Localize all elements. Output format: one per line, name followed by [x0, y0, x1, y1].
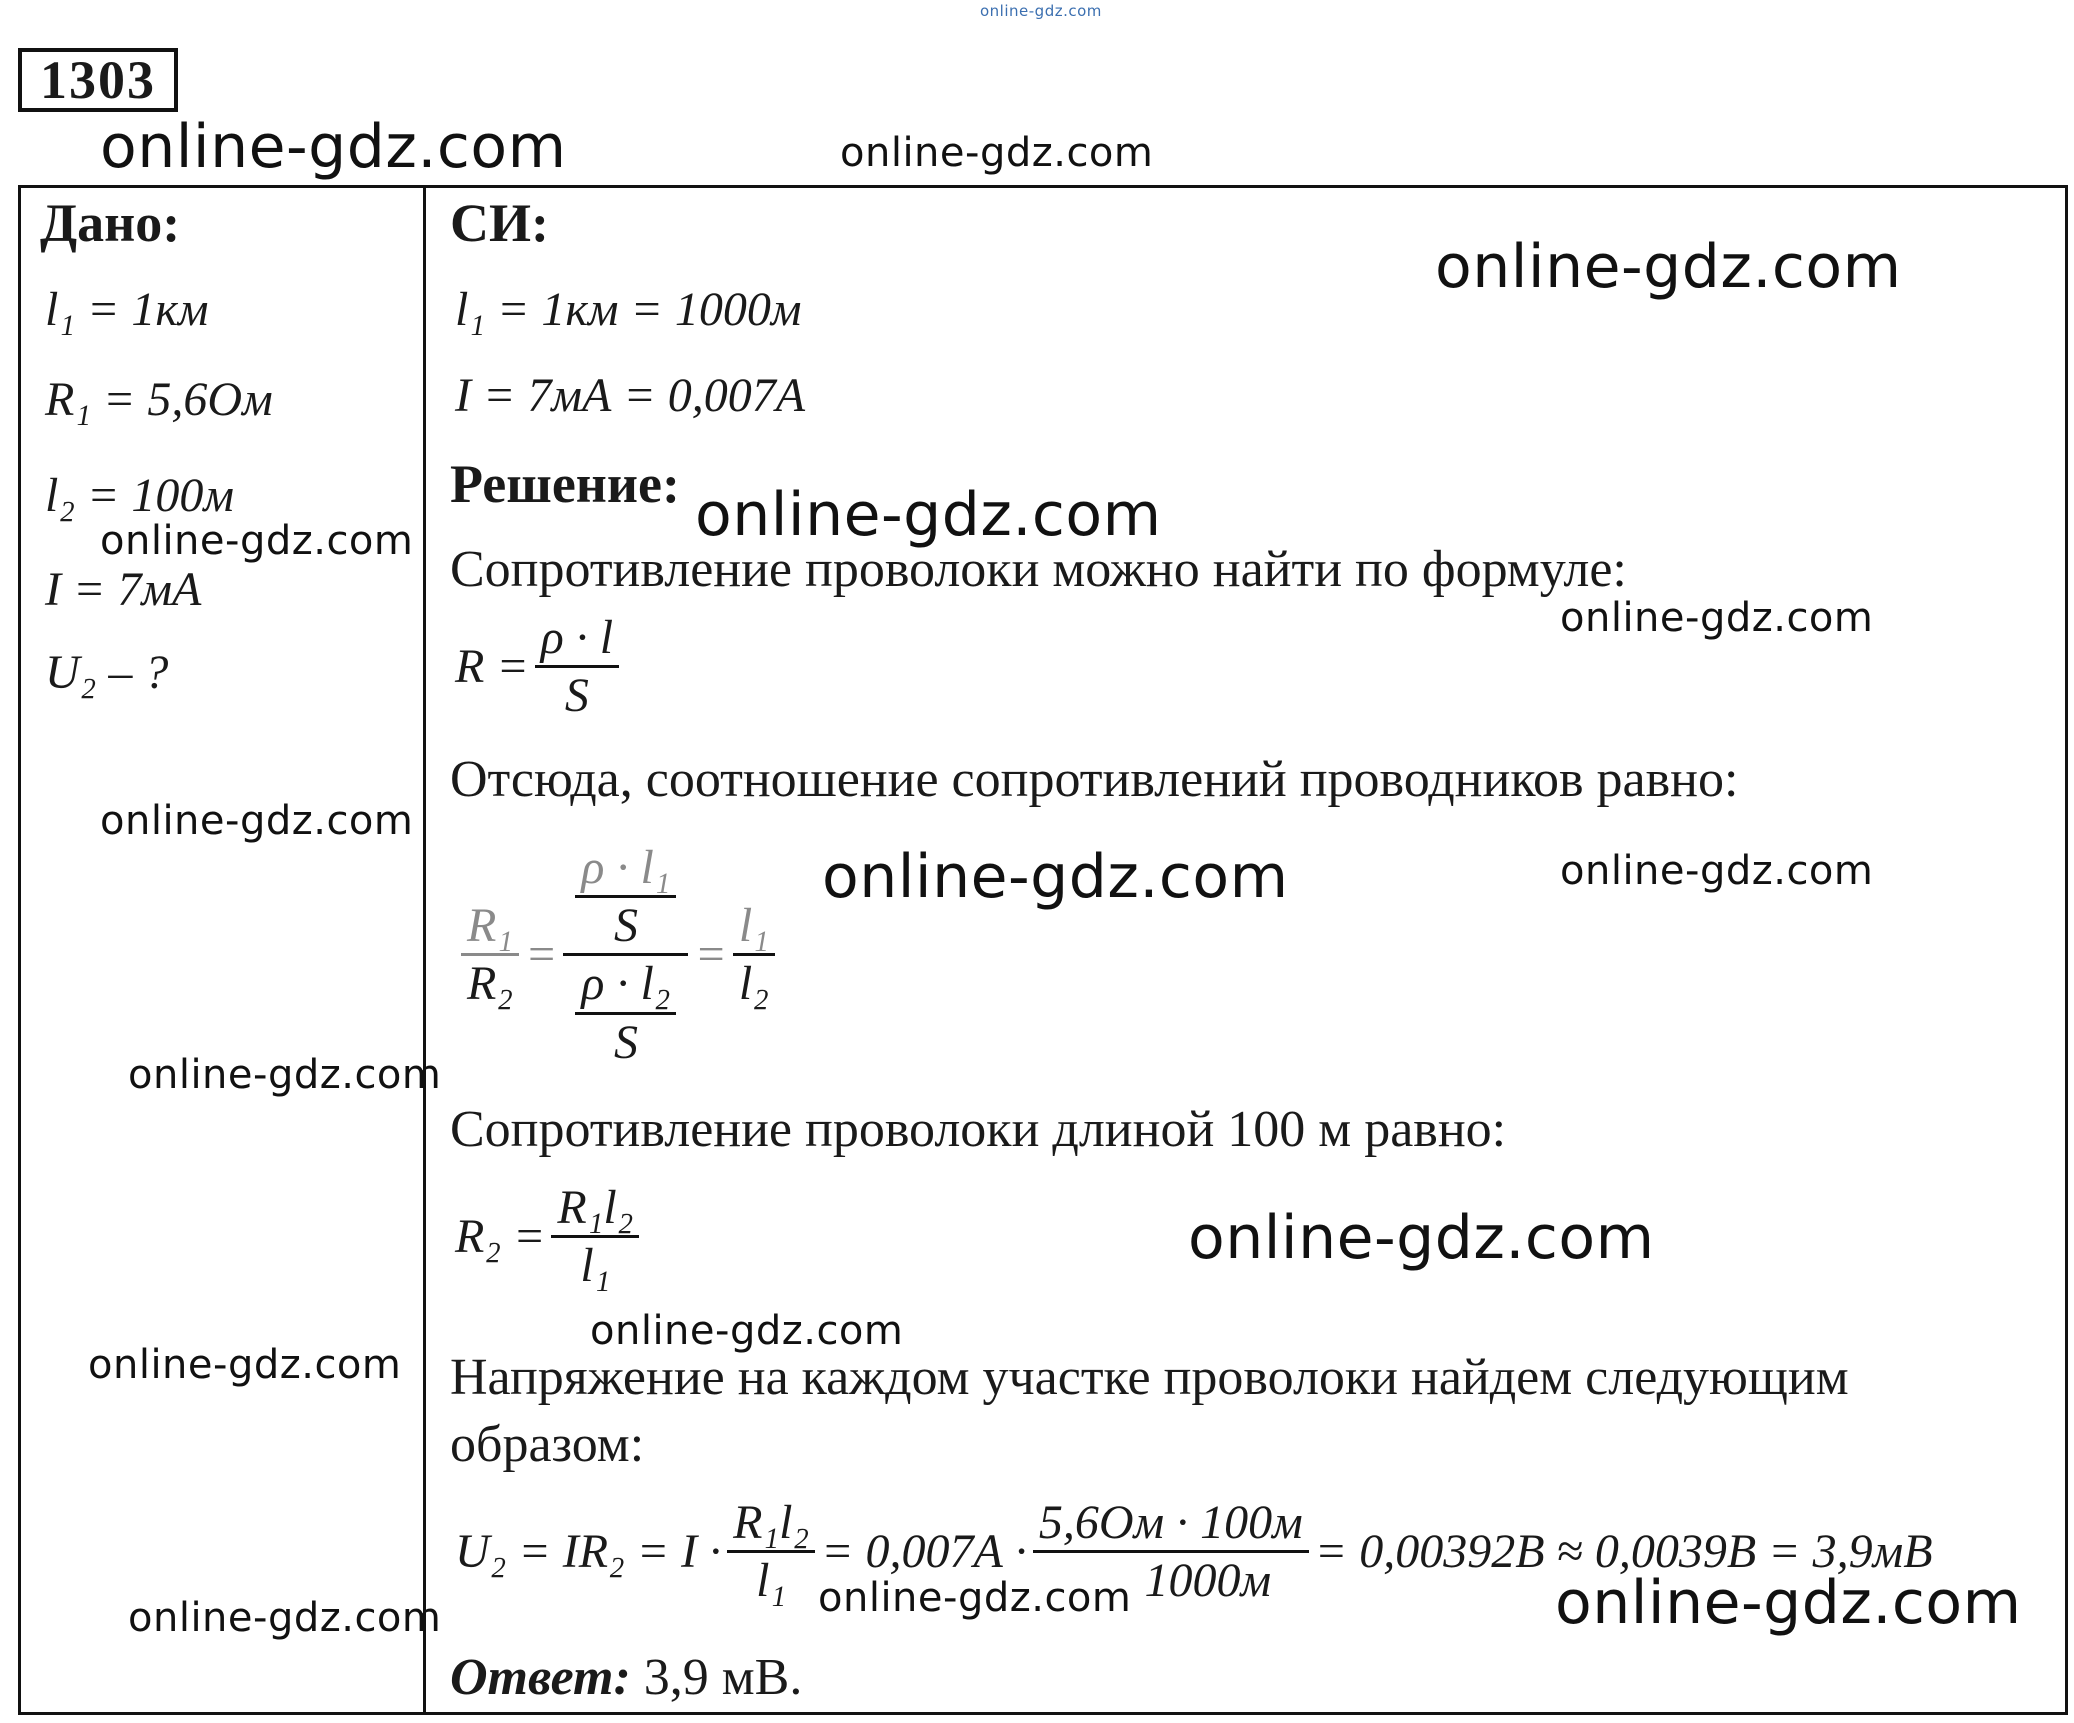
watermark: online-gdz.com	[822, 842, 1289, 912]
si-I: I = 7мА = 0,007А	[455, 369, 806, 422]
fraction	[575, 956, 676, 1069]
solution-text-4: Напряжение на каждом участке проволоки найдем следующим	[450, 1349, 1849, 1406]
watermark-tiny: online-gdz.com	[980, 2, 1102, 20]
task-number: 1303	[18, 48, 178, 112]
fraction	[551, 1180, 639, 1293]
given-l2: l₂ = 100м	[45, 469, 235, 522]
denominator	[563, 956, 688, 1069]
formula-part: = 0,007А ·	[821, 1525, 1027, 1579]
fraction-R1-R2	[461, 898, 519, 1011]
watermark: online-gdz.com	[88, 1342, 402, 1388]
denominator: 1000м	[1144, 1554, 1272, 1608]
watermark: online-gdz.com	[1560, 595, 1874, 641]
watermark: online-gdz.com	[695, 480, 1162, 550]
numerator: ρ · l	[535, 610, 619, 668]
answer-value: 3,9 мВ.	[643, 1649, 803, 1706]
watermark: online-gdz.com	[128, 1052, 442, 1098]
answer	[450, 1648, 802, 1707]
si-header: СИ:	[450, 193, 549, 253]
formula-lhs: R =	[455, 640, 529, 694]
solution-text-3: Сопротивление проволоки длиной 100 м равно:	[450, 1101, 1507, 1158]
solution-text-5: образом:	[450, 1416, 645, 1473]
numerator: ρ · l₁	[575, 840, 676, 898]
equals-sign: =	[694, 928, 727, 982]
numerator: R₁	[461, 898, 519, 956]
fraction-l1-l2	[733, 898, 775, 1011]
watermark: online-gdz.com	[1188, 1203, 1655, 1273]
watermark: online-gdz.com	[100, 798, 414, 844]
numerator: ρ · l₂	[575, 956, 676, 1014]
solution-table	[18, 185, 2068, 1715]
numerator: 5,6Ом · 100м	[1033, 1495, 1309, 1553]
denominator: S	[564, 669, 589, 723]
si-l1: l₁ = 1км = 1000м	[455, 283, 802, 336]
denominator: l₂	[738, 957, 769, 1011]
watermark: online-gdz.com	[818, 1575, 1132, 1621]
watermark: online-gdz.com	[100, 112, 567, 182]
solution-text-2: Отсюда, соотношение сопротивлений проводников равно:	[450, 751, 1739, 808]
watermark: online-gdz.com	[128, 1595, 442, 1641]
fraction	[575, 840, 676, 953]
formula-resistance	[455, 610, 625, 723]
column-divider	[423, 185, 426, 1715]
denominator: l₁	[756, 1554, 787, 1608]
given-R1: R₁ = 5,6Ом	[45, 373, 273, 426]
fraction-complex	[563, 840, 688, 1070]
formula-part: U₂ = IR₂ = I ·	[455, 1525, 722, 1579]
given-header: Дано:	[40, 193, 181, 253]
watermark: online-gdz.com	[100, 518, 414, 564]
answer-label: Ответ:	[450, 1649, 631, 1706]
formula-R2	[455, 1180, 645, 1293]
watermark: online-gdz.com	[1435, 232, 1902, 302]
numerator: R₁l₂	[727, 1495, 815, 1553]
equals-sign: =	[525, 928, 558, 982]
given-l1: l₁ = 1км	[45, 283, 209, 336]
formula-part: = 0,00392В ≈ 0,0039В = 3,9мВ	[1314, 1525, 1933, 1579]
given-question: U₂ – ?	[45, 646, 169, 699]
fraction	[727, 1495, 815, 1608]
denominator: R₂	[467, 957, 514, 1011]
given-I: I = 7мА	[45, 563, 202, 616]
denominator: l₁	[580, 1239, 611, 1293]
numerator: R₁l₂	[551, 1180, 639, 1238]
formula-ratio	[455, 840, 781, 1070]
solution-text-1: Сопротивление проволоки можно найти по формуле:	[450, 541, 1627, 598]
numerator	[563, 840, 688, 956]
denominator: S	[613, 1015, 638, 1069]
watermark: online-gdz.com	[590, 1308, 904, 1354]
formula-lhs: R₂ =	[455, 1210, 546, 1264]
denominator: S	[613, 899, 638, 953]
watermark: online-gdz.com	[1560, 848, 1874, 894]
numerator: l₁	[733, 898, 775, 956]
solution-header: Решение:	[450, 454, 680, 514]
watermark: online-gdz.com	[840, 130, 1154, 176]
fraction	[535, 610, 619, 723]
watermark: online-gdz.com	[1555, 1568, 2022, 1638]
